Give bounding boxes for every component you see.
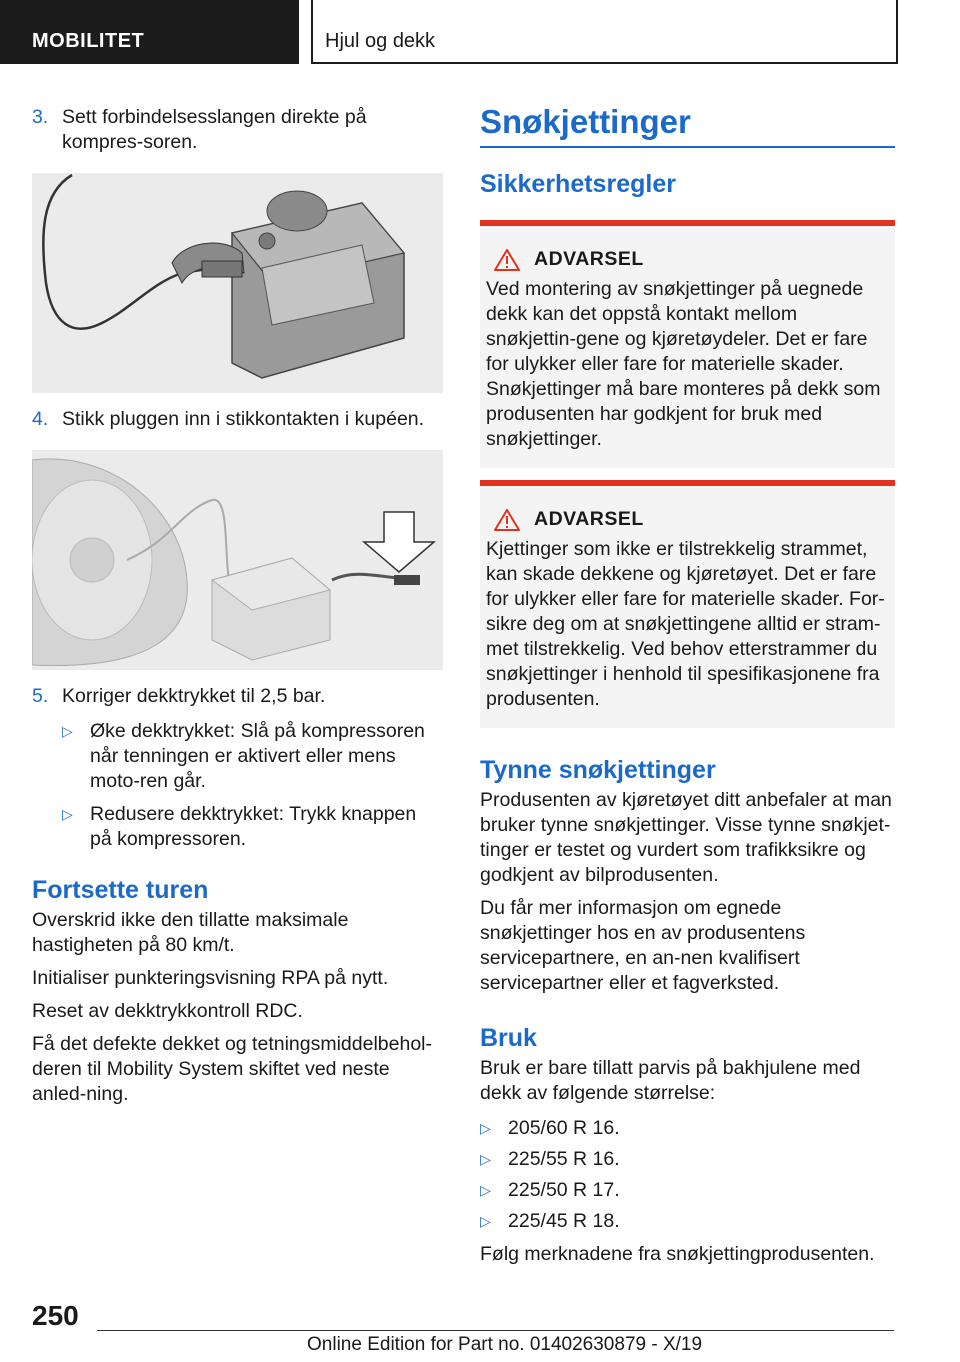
socket-illustration [32, 450, 443, 670]
warning-header [494, 508, 889, 531]
chapter-tab [311, 0, 898, 64]
list-item [480, 1116, 895, 1141]
title-rule [480, 146, 895, 148]
step-text: Stikk pluggen inn i stikkontakten i kupéen. [62, 408, 425, 430]
wheel-compressor-icon [32, 450, 443, 670]
paragraph: Overskrid ikke den tillatte maksimale hastigheten på 80 km/t. [32, 909, 349, 956]
list-item [480, 1147, 895, 1172]
triangle-bullet-icon: ▷ [480, 1182, 491, 1198]
paragraph: Initialiser punkteringsvisning RPA på nytt. [32, 967, 389, 989]
bullet-text: 225/50 R 17. [508, 1179, 620, 1201]
list-item [480, 1209, 895, 1234]
paragraph: Du får mer informasjon om egnede snøkjettinger hos en av produsentens servicepartnere, en an-nen kvalifisert servicepartner eller et fagverksted. [480, 897, 806, 994]
warning-triangle-icon [494, 509, 520, 531]
paragraph: Få det defekte dekket og tetningsmiddelbehol-deren til Mobility System skiftet ved neste anled-ning. [32, 1033, 433, 1105]
paragraph: Bruk er bare tillatt parvis på bakhjulene med dekk av følgende størrelse: [480, 1057, 861, 1104]
paragraph: Reset av dekktrykkontroll RDC. [32, 1000, 303, 1022]
section-label: MOBILITET [32, 30, 145, 52]
section-heading: Bruk [480, 1024, 537, 1052]
warning-triangle-icon [494, 249, 520, 271]
triangle-bullet-icon: ▷ [480, 1213, 491, 1229]
step-number: 4. [32, 408, 49, 430]
step-3 [32, 105, 443, 155]
page-title: Snøkjettinger [480, 103, 691, 140]
bullet-text: Øke dekktrykket: Slå på kompressoren når tenningen er aktivert eller mens moto-ren går. [90, 720, 425, 792]
step-4 [32, 407, 443, 432]
warning-box [480, 480, 895, 728]
compressor-hose-icon [32, 173, 443, 393]
list-item [32, 802, 443, 852]
triangle-bullet-icon: ▷ [480, 1151, 491, 1167]
triangle-bullet-icon: ▷ [62, 806, 73, 822]
section-heading: Tynne snøkjettinger [480, 756, 716, 784]
step-number: 5. [32, 685, 49, 707]
warning-label: ADVARSEL [534, 248, 644, 270]
bullet-text: 225/45 R 18. [508, 1210, 620, 1232]
paragraph: Produsenten av kjøretøyet ditt anbefaler at man bruker tynne snøkjettinger. Visse tynne snøkjet-tinger er testet og vurdert som trafikksikre og godkjent av bilprodusenten. [480, 789, 892, 886]
bullet-text: Redusere dekktrykket: Trykk knappen på kompressoren. [90, 803, 417, 850]
compressor-illustration [32, 173, 443, 393]
list-item [480, 1178, 895, 1203]
step-5 [32, 684, 443, 709]
triangle-bullet-icon: ▷ [62, 723, 73, 739]
bullet-text: 225/55 R 16. [508, 1148, 620, 1170]
step-text: Korriger dekktrykket til 2,5 bar. [62, 685, 326, 707]
triangle-bullet-icon: ▷ [480, 1120, 491, 1136]
step-text: Sett forbindelsesslangen direkte på kompres-soren. [62, 106, 367, 153]
warning-text: Ved montering av snøkjettinger på uegnede dekk kan det oppstå kontakt mellom snøkjettin-gene og kjøretøydeler. Det er fare for ulykker eller fare for materielle skader. Snøkjettinger må bare monteres på dekk som produsenten har godkjent for bruk med snøkjettinger. [486, 278, 881, 450]
step-number: 3. [32, 106, 49, 128]
warning-text: Kjettinger som ikke er tilstrekkelig strammet, kan skade dekkene og kjøretøyet. Det er fare for ulykker eller fare for materielle skader. For-sikre deg om at snøkjettingene alltid er stram-met tilstrekkelig. Ved behov etterstrammer du snøkjettinger i henhold til spesifikasjonene fra produsenten. [486, 538, 885, 710]
left-column [32, 100, 443, 1107]
warning-header [494, 248, 889, 271]
edition-text: Online Edition for Part no. 01402630879 - X/19 [307, 1334, 703, 1355]
bullet-text: 205/60 R 16. [508, 1117, 620, 1139]
warning-box [480, 220, 895, 468]
chapter-label: Hjul og dekk [325, 30, 436, 52]
page-number: 250 [32, 1300, 79, 1331]
paragraph: Følg merknadene fra snøkjettingprodusenten. [480, 1243, 875, 1265]
right-column [480, 100, 895, 1267]
list-item [32, 719, 443, 794]
subtitle: Sikkerhetsregler [480, 170, 676, 198]
section-tab [0, 0, 299, 64]
warning-label: ADVARSEL [534, 508, 644, 530]
footer-rule [97, 1330, 894, 1331]
section-heading: Fortsette turen [32, 876, 209, 904]
